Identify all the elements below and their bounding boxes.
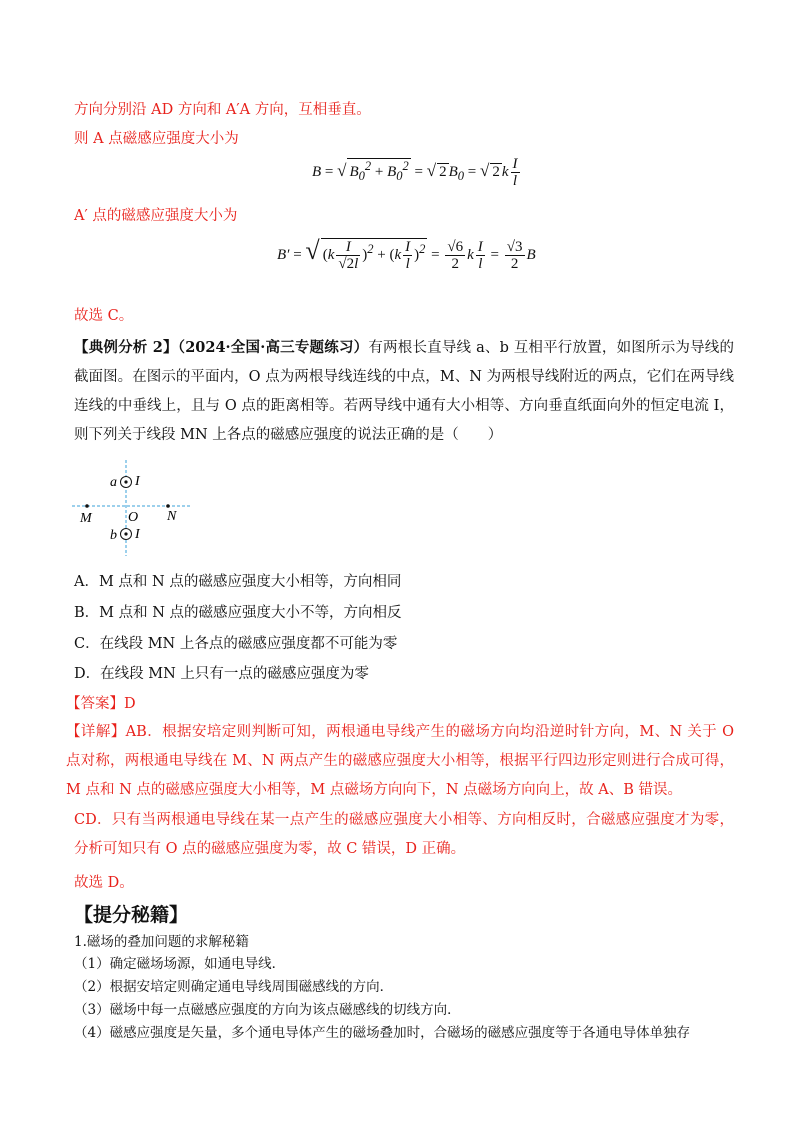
equation-1-text: B = √(B₀² + B₀²) = √2 B₀ = √2 k I/l [74, 1070, 92, 1071]
intro-line-3: A′ 点的磁感应强度大小为 [74, 208, 238, 224]
label-m: M [80, 511, 92, 526]
answer: 【答案】D [66, 696, 136, 712]
detail-conclusion: 故选 D。 [74, 875, 134, 891]
example-tag: 【典例分析 2】 [74, 339, 178, 356]
label-i-bottom: I [135, 527, 140, 542]
intro-line-2: 则 A 点磁感应强度大小为 [74, 131, 239, 147]
wire-b-dot [124, 532, 127, 535]
tips-heading: 1.磁场的叠加问题的求解秘籍 [74, 934, 249, 950]
tips-item-2: （2）根据安培定则确定通电导线周围磁感线的方向． [74, 979, 394, 995]
detail-paragraph-1: 【详解】AB．根据安培定则判断可知，两根通电导线产生的磁场方向均沿逆时针方向，M、N 关于 O 点对称，两根通电导线在 M、N 两点产生的磁感应强度大小相等，根据平行四边形定则进行合成可得，M 点和 N 点的磁感应强度大小相等，M 点磁场方向向下，N 点磁场方向向上，故 A、B 错误。 [66, 724, 734, 798]
tips-item-4: （4）磁感应强度是矢量，多个通电导体产生的磁场叠加时，合磁场的磁感应强度等于各通电导体单独存 [74, 1025, 691, 1041]
intro-line-1: 方向分别沿 AD 方向和 A′A 方向，互相垂直。 [74, 102, 371, 118]
equation-2-text: B′ = √((k I/(√2 l))² + (k I/l)²) = (√6/2) k I/l = (√3/2) B [74, 1078, 101, 1079]
label-i-top: I [135, 474, 140, 489]
label-o: O [128, 510, 139, 525]
point-n-dot [166, 504, 170, 508]
detail-paragraph-2: CD．只有当两根通电导线在某一点产生的磁感应强度大小相等、方向相反时，合磁感应强度才为零，分析可知只有 O 点的磁感应强度为零，故 C 错误，D 正确。 [74, 812, 734, 857]
label-n: N [167, 509, 177, 524]
point-m-dot [85, 504, 89, 508]
intro-conclusion: 故选 C。 [74, 308, 134, 324]
option-c: C．在线段 MN 上各点的磁感应强度都不可能为零 [74, 636, 398, 652]
example-question-text: 有两根长直导线 a、b 互相平行放置，如图所示为导线的截面图。在图示的平面内，O 点为两根导线连线的中点，M、N 为两根导线附近的两点，它们在两导线连线的中垂线上，且与 O 点的距离相等。若两导线中通有大小相等、方向垂直纸面向外的恒定电流 I，则下列关于线段 MN 上各点的磁感应强度的说法正确的是（ ） [74, 340, 735, 443]
label-b: b [110, 528, 117, 543]
equation-2: B′ = √ (k $\frac{I}{√2l}$ )$^2$ + (k $\frac{I}{l}$ )$^2$ = $\frac{√6}{2}$ k $\frac{I}{l}$ = $\frac{√3}{2}$ B [277, 236, 536, 273]
label-a: a [110, 475, 117, 490]
tips-title: 【提分秘籍】 [74, 904, 189, 926]
option-a: A．M 点和 N 点的磁感应强度大小相等，方向相同 [74, 574, 402, 590]
example-question [74, 333, 734, 450]
tips-item-3: （3）磁场中每一点磁感应强度的方向为该点磁感线的切线方向． [74, 1002, 461, 1018]
tips-item-1: （1）确定磁场场源，如通电导线． [74, 956, 286, 972]
option-b: B．M 点和 N 点的磁感应强度大小不等，方向相反 [74, 605, 402, 621]
wire-a-dot [124, 480, 127, 483]
equation-1: B = √ $B_0^2 + B_0^2$ = √ 2 $B_0$ = √ 2 k $\frac{I}{l}$ [312, 156, 518, 189]
option-d: D．在线段 MN 上只有一点的磁感应强度为零 [74, 666, 369, 682]
example-source: （2024·全国·高三专题练习） [177, 339, 369, 356]
wire-cross-section-diagram [70, 458, 200, 558]
